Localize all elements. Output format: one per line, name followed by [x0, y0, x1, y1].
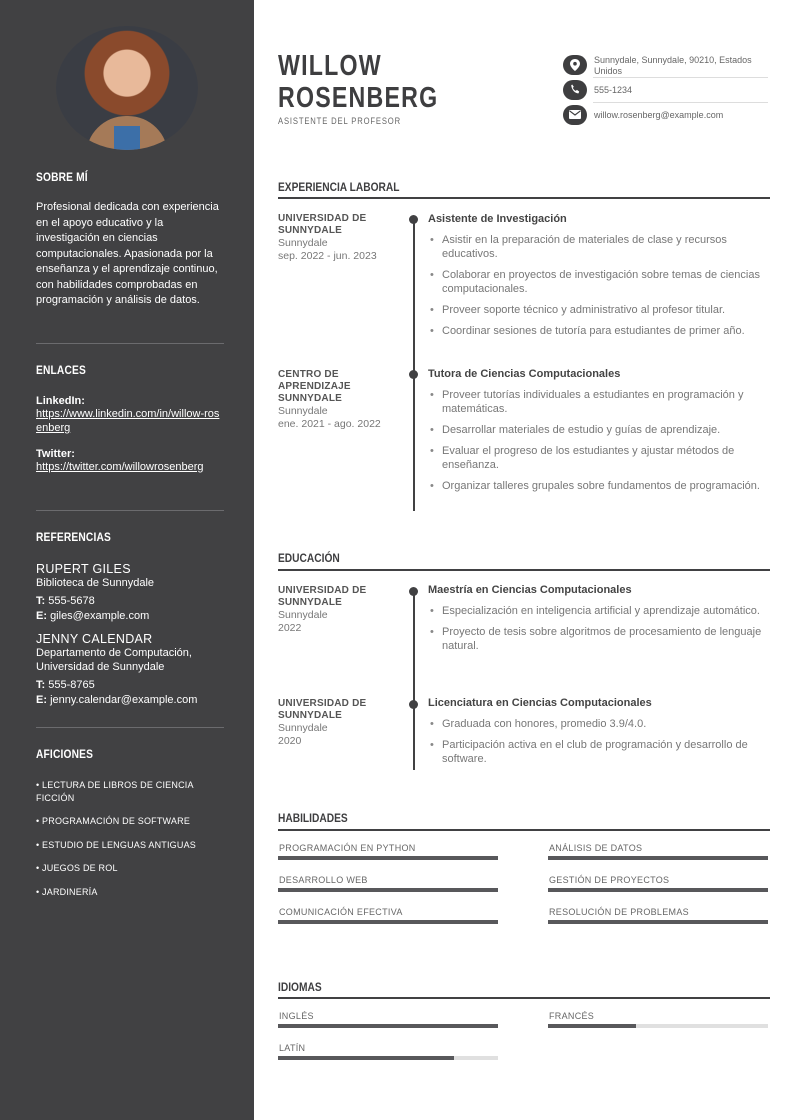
- bullet-item: • Participación activa en el club de programación y desarrollo de software.: [428, 738, 770, 766]
- reference-name: JENNY CALENDAR: [36, 631, 153, 646]
- bullet-item: • Proyecto de tesis sobre algoritmos de procesamiento de lenguaje natural.: [428, 625, 770, 653]
- degree-title: Licenciatura en Ciencias Computacionales: [428, 697, 652, 709]
- skill-name: DESARROLLO WEB: [279, 875, 368, 885]
- language-level-bar: [278, 1024, 498, 1028]
- job-title: ASISTENTE DEL PROFESOR: [278, 116, 401, 126]
- dates: sep. 2022 - jun. 2023: [278, 250, 377, 262]
- bullet-item: • Evaluar el progreso de los estudiantes y ajustar métodos de enseñanza.: [428, 444, 770, 472]
- skill-name: RESOLUCIÓN DE PROBLEMAS: [549, 907, 689, 917]
- reference-email: giles@example.com: [50, 609, 150, 622]
- institution: UNIVERSIDAD DE SUNNYDALE: [278, 585, 367, 608]
- links-heading: ENLACES: [36, 363, 86, 377]
- reference-item: [36, 562, 224, 624]
- profile-photo: [56, 26, 198, 150]
- language-level-fill: [278, 1056, 454, 1060]
- institution: UNIVERSIDAD DE SUNNYDALE: [278, 698, 367, 721]
- first-name: WILLOW: [278, 50, 382, 82]
- skill-item: [548, 843, 768, 860]
- linkedin-label: LinkedIn:: [36, 395, 85, 407]
- phone-text: 555-1234: [594, 85, 633, 95]
- skill-name: ANÁLISIS DE DATOS: [549, 843, 643, 853]
- experience-meta: [278, 369, 398, 431]
- skill-level-fill: [548, 920, 768, 924]
- reference-name: RUPERT GILES: [36, 562, 131, 576]
- email-label: E:: [36, 609, 47, 622]
- bullet-item: • Graduada con honores, promedio 3.9/4.0.: [428, 717, 770, 731]
- skill-level-bar: [278, 888, 498, 892]
- bullet-item: • Organizar talleres grupales sobre fundamentos de programación.: [428, 479, 770, 493]
- about-heading: SOBRE MÍ: [36, 170, 88, 184]
- skill-level-bar: [278, 856, 498, 860]
- skill-level-bar: [548, 920, 768, 924]
- language-item: [278, 1011, 498, 1028]
- email-text[interactable]: willow.rosenberg@example.com: [594, 110, 724, 120]
- divider: [593, 77, 768, 78]
- skills-heading: HABILIDADES: [278, 811, 348, 825]
- skill-level-bar: [278, 920, 498, 924]
- language-name: LATÍN: [279, 1043, 306, 1053]
- timeline-dot: [409, 587, 418, 596]
- section-rule: [278, 997, 770, 999]
- reference-item: [36, 632, 224, 708]
- hobby-item: • LECTURA DE LIBROS DE CIENCIA FICCIÓN: [36, 780, 194, 803]
- phone-icon: [563, 80, 587, 100]
- divider: [36, 727, 224, 728]
- language-level-fill: [548, 1024, 636, 1028]
- hobby-item: • JUEGOS DE ROL: [36, 863, 118, 873]
- location: Sunnydale: [278, 405, 328, 417]
- bullet-item: • Asistir en la preparación de materiales de clase y recursos educativos.: [428, 233, 770, 261]
- experience-heading: EXPERIENCIA LABORAL: [278, 180, 400, 194]
- skill-name: GESTIÓN DE PROYECTOS: [549, 875, 670, 885]
- reference-phone: 555-8765: [48, 678, 95, 691]
- section-rule: [278, 569, 770, 571]
- last-name: ROSENBERG: [278, 82, 439, 114]
- language-item: [548, 1011, 768, 1028]
- language-name: INGLÉS: [279, 1011, 314, 1021]
- divider: [36, 510, 224, 511]
- about-text: Profesional dedicada con experiencia en el apoyo educativo y la investigación en ciencias computacionales. Apasionada por la enseñanza y el aprendizaje continuo, con habilidades comprobadas en programación y análisis de datos.: [36, 201, 219, 306]
- linkedin-link[interactable]: https://www.linkedin.com/in/willow-rosenberg: [36, 408, 220, 434]
- timeline-dot: [409, 370, 418, 379]
- experience-details: [428, 368, 770, 500]
- skill-name: COMUNICACIÓN EFECTIVA: [279, 907, 403, 917]
- organization: CENTRO DE APRENDIZAJE SUNNYDALE: [278, 369, 351, 404]
- location: Sunnydale: [278, 722, 328, 734]
- location: Sunnydale: [278, 609, 328, 621]
- bullet-item: • Colaborar en proyectos de investigación sobre temas de ciencias computacionales.: [428, 268, 770, 296]
- skill-level-fill: [278, 888, 498, 892]
- timeline-line: [413, 219, 415, 511]
- education-meta: [278, 585, 398, 635]
- skill-level-fill: [278, 856, 498, 860]
- phone-label: T:: [36, 594, 46, 607]
- references-section: [36, 530, 224, 708]
- experience-meta: [278, 213, 398, 263]
- education-meta: [278, 698, 398, 748]
- divider: [593, 102, 768, 103]
- timeline-dot: [409, 215, 418, 224]
- skill-item: [548, 875, 768, 892]
- reference-email: jenny.calendar@example.com: [50, 693, 198, 706]
- skill-item: [278, 843, 498, 860]
- hobbies-heading: AFICIONES: [36, 747, 94, 761]
- twitter-label: Twitter:: [36, 448, 75, 460]
- dates: 2022: [278, 622, 302, 634]
- hobbies-section: [36, 747, 224, 909]
- twitter-link[interactable]: https://twitter.com/willowrosenberg: [36, 461, 204, 473]
- email-label: E:: [36, 693, 47, 706]
- timeline-line: [413, 591, 415, 770]
- skill-item: [548, 907, 768, 924]
- organization: UNIVERSIDAD DE SUNNYDALE: [278, 213, 367, 236]
- references-heading: REFERENCIAS: [36, 530, 111, 544]
- bullet-item: • Coordinar sesiones de tutoría para estudiantes de primer año.: [428, 324, 770, 338]
- education-details: [428, 697, 770, 773]
- skill-level-bar: [548, 888, 768, 892]
- skill-level-bar: [548, 856, 768, 860]
- skill-item: [278, 907, 498, 924]
- experience-details: [428, 213, 770, 345]
- bullet-item: • Proveer tutorías individuales a estudiantes en programación y matemáticas.: [428, 388, 770, 416]
- email-icon: [563, 105, 587, 125]
- bullet-item: • Desarrollar materiales de estudio y guías de aprendizaje.: [428, 423, 770, 437]
- skill-level-fill: [548, 856, 768, 860]
- position-title: Tutora de Ciencias Computacionales: [428, 368, 621, 380]
- divider: [36, 343, 224, 344]
- skill-name: PROGRAMACIÓN EN PYTHON: [279, 843, 416, 853]
- photo-shirt: [114, 126, 140, 150]
- bullet-item: • Proveer soporte técnico y administrativo al profesor titular.: [428, 303, 770, 317]
- dates: 2020: [278, 735, 302, 747]
- section-rule: [278, 829, 770, 831]
- reference-org: Departamento de Computación, Universidad de Sunnydale: [36, 646, 192, 673]
- reference-phone: 555-5678: [48, 594, 95, 607]
- address-text: Sunnydale, Sunnydale, 90210, Estados Unidos: [594, 55, 752, 76]
- about-section: [36, 170, 224, 309]
- location: Sunnydale: [278, 237, 328, 249]
- reference-org: Biblioteca de Sunnydale: [36, 577, 155, 589]
- degree-title: Maestría en Ciencias Computacionales: [428, 584, 632, 596]
- hobby-item: • JARDINERÍA: [36, 886, 98, 897]
- education-heading: EDUCACIÓN: [278, 551, 340, 565]
- sidebar: [0, 0, 254, 1120]
- language-level-bar: [548, 1024, 768, 1028]
- location-pin-icon: [563, 55, 587, 75]
- language-level-bar: [278, 1056, 498, 1060]
- education-details: [428, 584, 770, 660]
- section-rule: [278, 197, 770, 199]
- languages-heading: IDIOMAS: [278, 980, 322, 994]
- language-item: [278, 1043, 498, 1060]
- timeline-dot: [409, 700, 418, 709]
- language-name: FRANCÉS: [549, 1011, 595, 1021]
- links-section: [36, 363, 224, 474]
- dates: ene. 2021 - ago. 2022: [278, 418, 381, 430]
- bullet-item: • Especialización en inteligencia artificial y aprendizaje automático.: [428, 604, 770, 618]
- hobby-item: • ESTUDIO DE LENGUAS ANTIGUAS: [36, 839, 196, 850]
- skill-item: [278, 875, 498, 892]
- hobby-item: • PROGRAMACIÓN DE SOFTWARE: [36, 816, 191, 826]
- skill-level-fill: [278, 920, 498, 924]
- language-level-fill: [278, 1024, 498, 1028]
- full-name: [278, 50, 438, 114]
- skill-level-fill: [548, 888, 768, 892]
- phone-label: T:: [36, 678, 46, 691]
- position-title: Asistente de Investigación: [428, 213, 567, 225]
